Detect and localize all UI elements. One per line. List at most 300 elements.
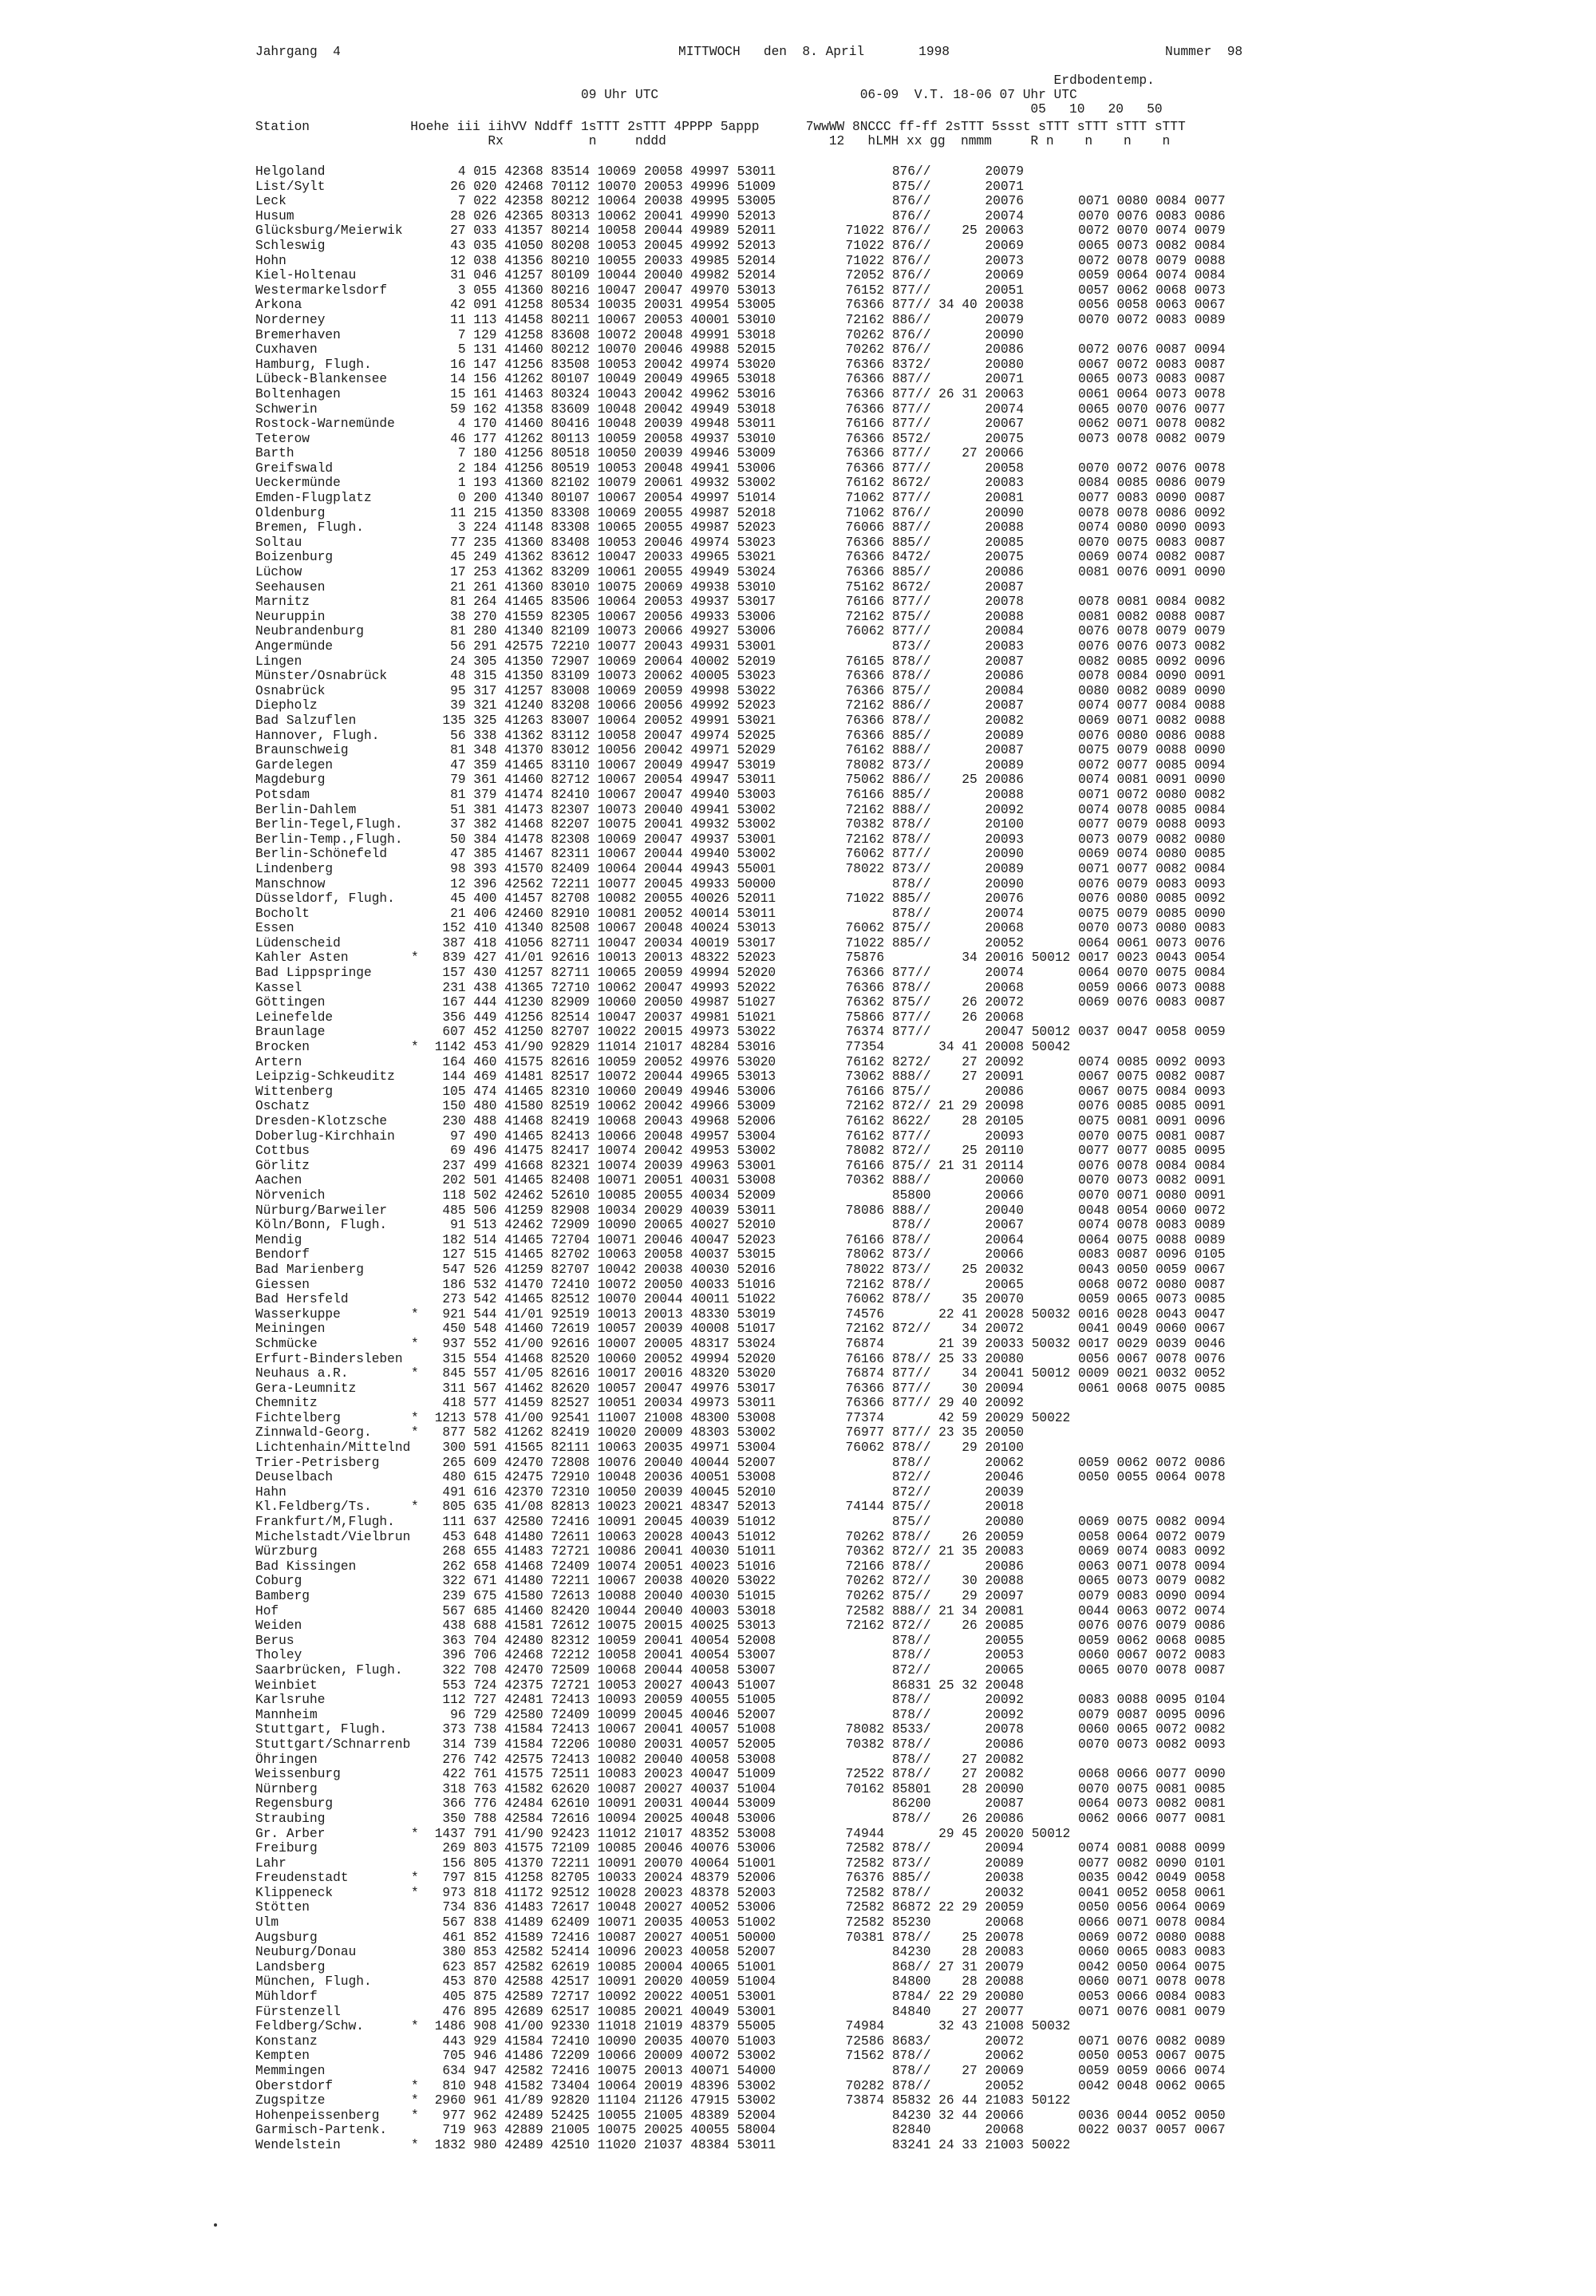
table-row [255, 1722, 1226, 1737]
mountain-station-marker: * [411, 2078, 419, 2093]
station-name: Schwerin [255, 401, 318, 417]
table-row [255, 1337, 1226, 1352]
station-observations: 805 635 41/08 82813 10023 20021 48347 52013 74144 875// 20018 [427, 1500, 1024, 1515]
station-observations: 491 616 42370 72310 10050 20039 40045 52010 872// 20039 [427, 1484, 1024, 1500]
table-row [255, 372, 1226, 387]
station-observations: 705 946 41486 72209 10066 20009 40072 53002 71562 878// 20062 0050 0053 0067 0075 [427, 2049, 1226, 2064]
station-observations: 11 113 41458 80211 10067 20053 40001 53010 72162 886// 20079 0070 0072 0083 0089 [427, 312, 1226, 327]
station-observations: 156 805 41370 72211 10091 20070 40064 51001 72582 873// 20089 0077 0082 0090 0101 [427, 1855, 1226, 1871]
station-observations: 273 542 41465 82512 10070 20044 40011 51022 76062 878// 35 20070 0059 0065 0073 0085 [427, 1292, 1226, 1307]
station-name: Osnabrück [255, 683, 326, 698]
table-row [255, 950, 1226, 966]
station-observations: 607 452 41250 82707 10022 20015 49973 53022 76374 877// 20047 50012 0037 0047 0058 0059 [427, 1025, 1226, 1040]
table-row [255, 1782, 1226, 1797]
table-row [255, 417, 1226, 432]
station-name: Hohenpeissenberg [255, 2108, 380, 2123]
table-row [255, 698, 1226, 713]
station-observations: 276 742 42575 72413 10082 20040 40058 53008 878// 27 20082 [427, 1752, 1024, 1767]
station-name: Hannover, Flugh. [255, 728, 380, 743]
table-row [255, 729, 1226, 744]
table-row [255, 254, 1226, 269]
station-name: Regensburg [255, 1796, 334, 1812]
mountain-station-marker: * [411, 1826, 419, 1841]
mountain-station-marker: * [411, 2137, 419, 2152]
table-row [255, 1159, 1226, 1174]
station-observations: 38 270 41559 82305 10067 20056 49933 53006 72162 875// 20088 0081 0082 0088 0087 [427, 609, 1226, 624]
station-name: Erfurt-Bindersleben [255, 1351, 403, 1366]
table-row [255, 1085, 1226, 1100]
station-name: Berlin-Schönefeld [255, 847, 388, 862]
table-row [255, 1381, 1226, 1397]
table-row [255, 1129, 1226, 1144]
station-observations: 14 156 41262 80107 10049 20049 49965 53018 76366 887// 20071 0065 0073 0083 0087 [427, 372, 1226, 387]
table-row [255, 328, 1226, 343]
table-row [255, 2049, 1226, 2064]
station-name: München, Flugh. [255, 1974, 372, 1990]
station-observations: 453 648 41480 72611 10063 20028 40043 51012 70262 878// 26 20059 0058 0064 0072 0079 [427, 1529, 1226, 1544]
station-observations: 1213 578 41/00 92541 11007 21008 48300 53008 77374 42 59 20029 50022 [427, 1410, 1071, 1425]
station-observations: 51 381 41473 82307 10073 20040 49941 53002 72162 888// 20092 0074 0078 0085 0084 [427, 802, 1226, 817]
station-name: Landsberg [255, 1959, 326, 1974]
station-name: Coburg [255, 1574, 302, 1589]
station-name: Ueckermünde [255, 476, 341, 491]
table-row [255, 1278, 1226, 1293]
table-row [255, 1114, 1226, 1129]
station-name: Bocholt [255, 906, 310, 921]
station-observations: 7 180 41256 80518 10050 20039 49946 53009 76366 877// 27 20066 [427, 446, 1024, 461]
station-name: Mühldorf [255, 1990, 318, 2005]
station-observations: 3 055 41360 80216 10047 20047 49970 53013 76152 877// 20051 0057 0062 0068 0073 [427, 283, 1226, 298]
table-row [255, 684, 1226, 699]
table-row [255, 2019, 1226, 2034]
station-observations: 77 235 41360 83408 10053 20046 49974 53023 76366 885// 20085 0070 0075 0083 0087 [427, 535, 1226, 550]
station-observations: 373 738 41584 72413 10067 20041 40057 51008 78082 8533/ 20078 0060 0065 0072 0082 [427, 1722, 1226, 1737]
table-row [255, 1693, 1226, 1708]
station-observations: 921 544 41/01 92519 10013 20013 48330 53019 74576 22 41 20028 50032 0016 0028 0043 0047 [427, 1306, 1226, 1322]
table-row [255, 1366, 1226, 1381]
table-row [255, 1396, 1226, 1411]
station-name: Brocken [255, 1040, 310, 1055]
station-name: Hof [255, 1603, 279, 1618]
station-observations: 17 253 41362 83209 10061 20055 49949 53024 76366 885// 20086 0081 0076 0091 0090 [427, 565, 1226, 580]
station-observations: 418 577 41459 82527 10051 20034 49973 53011 76366 877// 29 40 20092 [427, 1396, 1024, 1411]
table-row [255, 669, 1226, 684]
station-name: Neuruppin [255, 609, 326, 624]
station-name: Wasserkuppe [255, 1306, 341, 1322]
station-observations: 567 685 41460 82420 10044 20040 40003 53018 72582 888// 21 34 20081 0044 0063 0072 0074 [427, 1603, 1226, 1618]
table-row [255, 209, 1226, 224]
table-row [255, 1425, 1226, 1440]
station-name: Diepholz [255, 698, 318, 713]
station-observations: 567 838 41489 62409 10071 20035 40053 51002 72582 85230 20068 0066 0071 0078 0084 [427, 1915, 1226, 1930]
station-name: Dresden-Klotzsche [255, 1114, 388, 1128]
station-name: Köln/Bonn, Flugh. [255, 1218, 388, 1233]
station-observations: 112 727 42481 72413 10093 20059 40055 51005 878// 20092 0083 0088 0095 0104 [427, 1693, 1226, 1708]
station-name: Würzburg [255, 1544, 318, 1559]
station-name: Norderney [255, 312, 326, 327]
table-row [255, 1099, 1226, 1114]
table-row [255, 1411, 1226, 1426]
station-name: Doberlug-Kirchhain [255, 1128, 395, 1144]
table-row [255, 342, 1226, 358]
station-name: Öhringen [255, 1752, 318, 1767]
table-row [255, 624, 1226, 639]
station-name: Greifswald [255, 460, 334, 476]
station-observations: 47 359 41465 83110 10067 20049 49947 53019 78082 873// 20089 0072 0077 0085 0094 [427, 757, 1226, 773]
station-observations: 37 382 41468 82207 10075 20041 49932 53002 70382 878// 20100 0077 0079 0088 0093 [427, 817, 1226, 832]
issue-number: Nummer 98 [1165, 45, 1243, 59]
table-row [255, 817, 1226, 832]
station-observations: 56 291 42575 72210 10077 20043 49931 53001 873// 20083 0076 0076 0073 0082 [427, 639, 1226, 654]
table-row [255, 313, 1226, 328]
station-observations: 311 567 41462 82620 10057 20047 49976 53017 76366 877// 30 20094 0061 0068 0075 0085 [427, 1381, 1226, 1396]
table-row [255, 2079, 1226, 2094]
table-row [255, 283, 1226, 298]
station-observations: 69 496 41475 82417 10074 20042 49953 53002 78082 872// 25 20110 0077 0077 0085 0095 [427, 1144, 1226, 1159]
station-observations: 7 022 42358 80212 10064 20038 49995 53005 876// 20076 0071 0080 0084 0077 [427, 194, 1226, 209]
table-row [255, 995, 1226, 1010]
station-observations: 485 506 41259 82908 10034 20029 40039 53011 78086 888// 20040 0048 0054 0060 0072 [427, 1203, 1226, 1218]
table-row [255, 535, 1226, 551]
station-name: Marnitz [255, 595, 310, 610]
station-name: Oschatz [255, 1099, 310, 1114]
station-name: Boizenburg [255, 550, 334, 565]
station-name: Nürburg/Barweiler [255, 1203, 388, 1218]
station-observations: 380 853 42582 52414 10096 20023 40058 52007 84230 28 20083 0060 0065 0083 0083 [427, 1945, 1226, 1960]
station-observations: 623 857 42582 62619 10085 20004 40065 51001 868// 27 31 20079 0042 0050 0064 0075 [427, 1959, 1226, 1974]
station-observations: 81 379 41474 82410 10067 20047 49940 53003 76166 885// 20088 0071 0072 0080 0082 [427, 787, 1226, 802]
table-row [255, 1796, 1226, 1812]
table-row [255, 1544, 1226, 1559]
station-name: Görlitz [255, 1158, 310, 1173]
station-name: Münster/Osnabrück [255, 669, 388, 684]
station-observations: 476 895 42689 62517 10085 20021 40049 53001 84840 27 20077 0071 0076 0081 0079 [427, 2004, 1226, 2019]
station-name: Fichtelberg [255, 1410, 341, 1425]
table-row [255, 1559, 1226, 1575]
station-observations: 21 261 41360 83010 10075 20069 49938 53010 75162 8672/ 20087 [427, 579, 1024, 595]
column-header-line-2: 09 Uhr UTC 06-09 V.T. 18-06 07 Uhr UTC [255, 88, 1077, 102]
station-observations: 239 675 41580 72613 10088 20040 40030 51015 70262 875// 29 20097 0079 0083 0090 0094 [427, 1589, 1226, 1603]
station-name: Berus [255, 1633, 294, 1648]
station-observations: 366 776 42484 62610 10091 20031 40044 53009 86200 20087 0064 0073 0082 0081 [427, 1796, 1226, 1812]
mountain-station-marker: * [411, 950, 419, 966]
station-observations: 45 249 41362 83612 10047 20033 49965 53021 76366 8472/ 20075 0069 0074 0082 0087 [427, 550, 1226, 565]
table-row [255, 1990, 1226, 2005]
station-name: Tholey [255, 1648, 302, 1663]
station-observations: 12 038 41356 80210 10055 20033 49985 52014 71022 876// 20073 0072 0078 0079 0088 [427, 253, 1226, 268]
station-name: Essen [255, 921, 294, 936]
station-observations: 47 385 41467 82311 10067 20044 49940 53002 76062 877// 20090 0069 0074 0080 0085 [427, 847, 1226, 862]
column-header-line-3: 05 10 20 50 [255, 102, 1163, 117]
table-row [255, 223, 1226, 239]
station-observations: 167 444 41230 82909 10060 20050 49987 51027 76362 875// 26 20072 0069 0076 0083 0087 [427, 995, 1226, 1010]
station-observations: 31 046 41257 80109 10044 20040 49982 52014 72052 876// 20069 0059 0064 0074 0084 [427, 268, 1226, 283]
table-row [255, 758, 1226, 773]
station-observations: 21 406 42460 82910 10081 20052 40014 53011 878// 20074 0075 0079 0085 0090 [427, 906, 1226, 921]
station-name: Lüchow [255, 565, 302, 580]
station-observations: 262 658 41468 72409 10074 20051 40023 51016 72166 878// 20086 0063 0071 0078 0094 [427, 1559, 1226, 1574]
table-row [255, 847, 1226, 862]
station-name: Helgoland [255, 164, 326, 179]
station-name: Boltenhagen [255, 386, 341, 401]
table-row [255, 476, 1226, 491]
station-observations: 91 513 42462 72909 10090 20065 40027 52010 878// 20067 0074 0078 0083 0089 [427, 1218, 1226, 1233]
table-row [255, 1753, 1226, 1768]
station-observations: 5 131 41460 80212 10070 20046 49988 52015 70262 876// 20086 0072 0076 0087 0094 [427, 342, 1226, 358]
station-name: Weiden [255, 1618, 302, 1634]
table-row [255, 194, 1226, 209]
station-observations: 7 129 41258 83608 10072 20048 49991 53018 70262 876// 20090 [427, 327, 1024, 342]
station-name: Hahn [255, 1484, 286, 1500]
station-name: Fürstenzell [255, 2004, 341, 2019]
station-name: Neuburg/Donau [255, 1945, 357, 1960]
table-row [255, 1737, 1226, 1753]
table-row [255, 298, 1226, 313]
station-name: Zinnwald-Georg. [255, 1425, 372, 1440]
station-name: Wendelstein [255, 2137, 341, 2152]
station-observations: 269 803 41575 72109 10085 20046 40076 53006 72582 878// 20094 0074 0081 0088 0099 [427, 1841, 1226, 1856]
station-observations: 363 704 42480 82312 10059 20041 40054 52008 878// 20055 0059 0062 0068 0085 [427, 1633, 1226, 1648]
station-name: Göttingen [255, 995, 326, 1010]
station-name: Glücksburg/Meierwik [255, 223, 403, 239]
station-observations: 56 338 41362 83112 10058 20047 49974 52025 76366 885// 20089 0076 0080 0086 0088 [427, 728, 1226, 743]
table-row [255, 1055, 1226, 1070]
station-name: Lüdenscheid [255, 935, 341, 950]
station-observations: 59 162 41358 83609 10048 20042 49949 53018 76366 877// 20074 0065 0070 0076 0077 [427, 401, 1226, 417]
station-observations: 450 548 41460 72619 10057 20039 40008 51017 72162 872// 34 20072 0041 0049 0060 0067 [427, 1322, 1226, 1337]
station-observations: 268 655 41483 72721 10086 20041 40030 51011 70362 872// 21 35 20083 0069 0074 0083 0092 [427, 1544, 1226, 1559]
table-row [255, 432, 1226, 447]
station-name: Augsburg [255, 1930, 318, 1945]
table-row [255, 1648, 1226, 1663]
station-observations: 12 396 42562 72211 10077 20045 49933 50000 878// 20090 0076 0079 0083 0093 [427, 876, 1226, 891]
table-row [255, 506, 1226, 521]
station-observations: 845 557 41/05 82616 10017 20016 48320 53020 76874 877// 34 20041 50012 0009 0021 0032 0052 [427, 1366, 1226, 1381]
table-row [255, 713, 1226, 729]
station-name: Bad Kissingen [255, 1559, 357, 1574]
table-row [255, 1618, 1226, 1634]
station-observations: 634 947 42582 72416 10075 20013 40071 54000 878// 27 20069 0059 0059 0066 0074 [427, 2064, 1226, 2078]
station-name: Magdeburg [255, 773, 326, 788]
station-name: Frankfurt/M,Flugh. [255, 1515, 395, 1530]
station-observations: 98 393 41570 82409 10064 20044 49943 55001 78022 873// 20089 0071 0077 0082 0084 [427, 861, 1226, 876]
table-row [255, 773, 1226, 788]
table-row [255, 1188, 1226, 1203]
table-row [255, 1856, 1226, 1871]
station-name: Nörvenich [255, 1188, 326, 1203]
table-row [255, 1218, 1226, 1233]
column-header-line-1: Erdbodentemp. [255, 73, 1155, 88]
station-name: Artern [255, 1054, 302, 1069]
station-observations: 144 469 41481 82517 10072 20044 49965 53013 73062 888// 27 20091 0067 0075 0082 0087 [427, 1069, 1226, 1085]
station-name: Hamburg, Flugh. [255, 357, 372, 372]
station-name: Feldberg/Schw. [255, 2019, 364, 2034]
station-name: Straubing [255, 1811, 326, 1826]
table-row [255, 358, 1226, 373]
table-row [255, 1233, 1226, 1248]
station-name: Braunschweig [255, 743, 349, 758]
mountain-station-marker: * [411, 1500, 419, 1515]
table-row [255, 610, 1226, 625]
table-row [255, 891, 1226, 907]
station-observations: 127 515 41465 82702 10063 20058 40037 53015 78062 873// 20066 0083 0087 0096 0105 [427, 1247, 1226, 1263]
station-name: Weissenburg [255, 1767, 341, 1782]
station-name: Memmingen [255, 2064, 326, 2078]
station-observations: 734 836 41483 72617 10048 20027 40052 53006 72582 86872 22 29 20059 0050 0056 0064 0069 [427, 1900, 1226, 1915]
station-observations: 1142 453 41/90 92829 11014 21017 48284 53016 77354 34 41 20008 50042 [427, 1040, 1071, 1055]
station-name: Michelstadt/Vielbrun [255, 1529, 411, 1544]
station-name: List/Sylt [255, 179, 326, 194]
station-name: Gera-Leumnitz [255, 1381, 357, 1396]
station-observations: 81 280 41340 82109 10073 20066 49927 53006 76062 877// 20084 0076 0078 0079 0079 [427, 624, 1226, 639]
station-observations: 95 317 41257 83008 10069 20059 49998 53022 76366 875// 20084 0080 0082 0089 0090 [427, 683, 1226, 698]
station-name: Potsdam [255, 787, 310, 802]
station-observations: 1437 791 41/90 92423 11012 21017 48352 53008 74944 29 45 20020 50012 [427, 1826, 1071, 1841]
table-row [255, 1886, 1226, 1901]
station-observations: 16 147 41256 83508 10053 20042 49974 53020 76366 8372/ 20080 0067 0072 0083 0087 [427, 357, 1226, 372]
station-name: Barth [255, 446, 294, 461]
column-header-line-4: Station Hoehe iii iihVV Nddff 1sTTT 2sTTT 4PPPP 5appp 7wwWW 8NCCC ff-ff 2sTTT 5ssst sTTT sTTT sTTT sTTT [255, 120, 1186, 134]
table-row [255, 402, 1226, 417]
table-row [255, 268, 1226, 283]
table-row [255, 1915, 1226, 1930]
table-row [255, 743, 1226, 758]
station-observations: 26 020 42468 70112 10070 20053 49996 51009 875// 20071 [427, 179, 1024, 194]
column-header-line-5: Rx n nddd 12 hLMH xx gg nmmm R n n n n [255, 134, 1171, 148]
table-row [255, 580, 1226, 595]
station-name: Wittenberg [255, 1084, 334, 1099]
station-name: Kassel [255, 980, 302, 995]
table-row [255, 491, 1226, 506]
station-observations: 4 015 42368 83514 10069 20058 49997 53011 876// 20079 [427, 164, 1024, 179]
station-observations: 105 474 41465 82310 10060 20049 49946 53006 76166 875// 20086 0067 0075 0084 0093 [427, 1084, 1226, 1099]
table-row [255, 803, 1226, 818]
table-row [255, 387, 1226, 402]
station-observations: 422 761 41575 72511 10083 20023 40047 51009 72522 878// 27 20082 0068 0066 0077 0090 [427, 1767, 1226, 1782]
station-name: Stuttgart/Schnarrenb [255, 1737, 411, 1752]
table-row [255, 1352, 1226, 1367]
table-row [255, 1500, 1226, 1515]
station-observations: 81 348 41370 83012 10056 20042 49971 52029 76162 888// 20087 0075 0079 0088 0090 [427, 743, 1226, 758]
station-name: Rostock-Warnemünde [255, 417, 395, 432]
station-observations: 48 315 41350 83109 10073 20062 40005 53023 76366 878// 20086 0078 0084 0090 0091 [427, 669, 1226, 684]
station-name: Arkona [255, 298, 302, 313]
station-name: Lichtenhain/Mittelnd [255, 1440, 411, 1456]
mountain-station-marker: * [411, 2019, 419, 2034]
table-row [255, 1292, 1226, 1307]
table-row [255, 1040, 1226, 1055]
table-row [255, 1440, 1226, 1456]
table-row [255, 164, 1226, 180]
table-row [255, 1322, 1226, 1337]
table-row [255, 654, 1226, 670]
station-name: Schmücke [255, 1336, 318, 1351]
station-observations: 438 688 41581 72612 10075 20015 40025 53013 72162 872// 26 20085 0076 0076 0079 0086 [427, 1618, 1226, 1634]
issue-date: MITTWOCH den 8. April 1998 [678, 45, 950, 59]
station-observations: 50 384 41478 82308 10069 20047 49937 53001 72162 878// 20093 0073 0079 0082 0080 [427, 832, 1226, 847]
table-row [255, 1767, 1226, 1782]
mountain-station-marker: * [411, 1425, 419, 1440]
mountain-station-marker: * [411, 1040, 419, 1055]
table-row [255, 2093, 1226, 2108]
table-row [255, 1263, 1226, 1278]
station-name: Leinefelde [255, 1010, 334, 1025]
station-observations: 1832 980 42489 42510 11020 21037 48384 53011 83241 24 33 21003 50022 [427, 2137, 1071, 2152]
station-name: Emden-Flugplatz [255, 491, 372, 506]
station-observations: 27 033 41357 80214 10058 20044 49989 52011 71022 876// 25 20063 0072 0070 0074 0079 [427, 223, 1226, 239]
table-row [255, 1930, 1226, 1946]
station-observations: 97 490 41465 82413 10066 20048 49957 53004 76162 877// 20093 0070 0075 0081 0087 [427, 1128, 1226, 1144]
table-row [255, 2064, 1226, 2079]
table-row [255, 1708, 1226, 1723]
table-row [255, 1025, 1226, 1040]
station-name: Soltau [255, 535, 302, 550]
mountain-station-marker: * [411, 2093, 419, 2108]
station-name: Bremen, Flugh. [255, 520, 364, 535]
station-name: Bad Salzuflen [255, 713, 357, 728]
station-observations: 230 488 41468 82419 10068 20043 49968 52006 76162 8622/ 28 20105 0075 0081 0091 0096 [427, 1114, 1226, 1128]
station-name: Mannheim [255, 1707, 318, 1722]
station-name: Chemnitz [255, 1396, 318, 1411]
station-name: Bendorf [255, 1247, 310, 1263]
station-name: Berlin-Dahlem [255, 802, 357, 817]
station-observations: 39 321 41240 83208 10066 20056 49992 52023 72162 886// 20087 0074 0077 0084 0088 [427, 698, 1226, 713]
table-row [255, 1960, 1226, 1975]
station-name: Lindenberg [255, 861, 334, 876]
station-name: Freiburg [255, 1841, 318, 1856]
issue-volume: Jahrgang 4 [255, 45, 341, 59]
table-row [255, 2108, 1226, 2124]
station-name: Bad Lippspringe [255, 966, 372, 981]
table-row [255, 520, 1226, 535]
table-row [255, 907, 1226, 922]
table-row [255, 788, 1226, 803]
station-observations: 237 499 41668 82321 10074 20039 49963 53001 76166 875// 21 31 20114 0076 0078 0084 0084 [427, 1158, 1226, 1173]
station-name: Karlsruhe [255, 1693, 326, 1708]
station-name: Stötten [255, 1900, 310, 1915]
station-name: Berlin-Tegel,Flugh. [255, 817, 403, 832]
station-name: Ulm [255, 1915, 279, 1930]
station-name: Trier-Petrisberg [255, 1455, 380, 1470]
table-row [255, 981, 1226, 996]
station-name: Schleswig [255, 238, 326, 253]
station-name: Giessen [255, 1277, 310, 1292]
station-observations: 350 788 42584 72616 10094 20025 40048 53006 878// 26 20086 0062 0066 0077 0081 [427, 1811, 1226, 1826]
station-observations: 118 502 42462 52610 10085 20055 40034 52009 85800 20066 0070 0071 0080 0091 [427, 1188, 1226, 1203]
station-observations: 480 615 42475 72910 10048 20036 40051 53008 872// 20046 0050 0055 0064 0078 [427, 1470, 1226, 1485]
table-row [255, 1841, 1226, 1856]
station-observations: 937 552 41/00 92616 10007 20005 48317 53024 76874 21 39 20033 50032 0017 0029 0039 0046 [427, 1336, 1226, 1351]
station-name: Manschnow [255, 876, 326, 891]
table-row [255, 1247, 1226, 1263]
station-observations: 719 963 42889 21005 10075 20025 40055 58004 82840 20068 0022 0037 0057 0067 [427, 2123, 1226, 2138]
table-row [255, 1456, 1226, 1471]
station-name: Bad Hersfeld [255, 1292, 349, 1307]
table-row [255, 1203, 1226, 1219]
table-row [255, 862, 1226, 877]
mountain-station-marker: * [411, 1410, 419, 1425]
station-name: Leipzig-Schkeuditz [255, 1069, 395, 1085]
station-name: Cottbus [255, 1144, 310, 1159]
station-name: Berlin-Temp.,Flugh. [255, 832, 403, 847]
station-observations: 186 532 41470 72410 10072 20050 40033 51016 72162 878// 20065 0068 0072 0080 0087 [427, 1277, 1226, 1292]
station-name: Oldenburg [255, 505, 326, 520]
station-observations: 15 161 41463 80324 10043 20042 49962 53016 76366 877// 26 31 20063 0061 0064 0073 0078 [427, 386, 1226, 401]
table-row [255, 2034, 1226, 2049]
table-row [255, 1663, 1226, 1678]
station-observations: 453 870 42588 42517 10091 20020 40059 51004 84800 28 20088 0060 0071 0078 0078 [427, 1974, 1226, 1990]
station-name: Gr. Arber [255, 1826, 326, 1841]
